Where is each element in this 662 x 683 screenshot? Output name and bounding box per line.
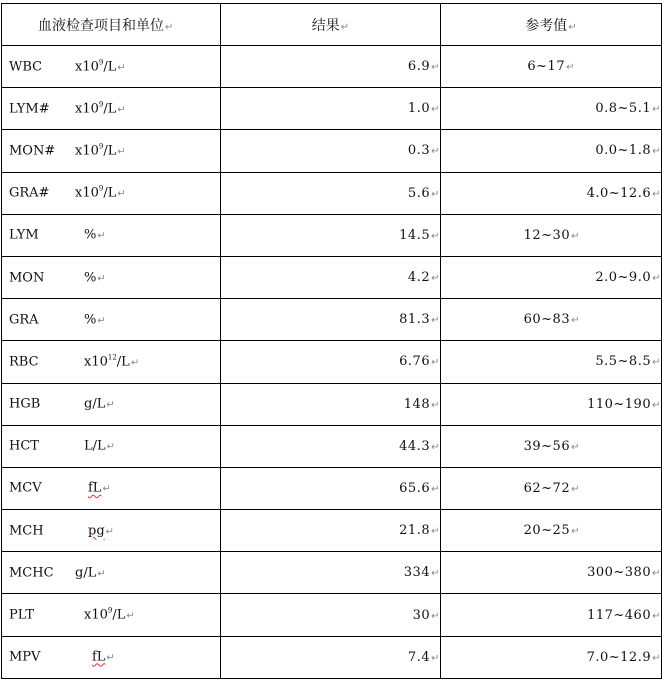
- item-unit: pg↵: [88, 523, 115, 539]
- table-row: [2, 594, 662, 636]
- reference-value: 4.0~12.6↵: [441, 172, 662, 214]
- result-value: 148↵: [221, 383, 441, 425]
- item-code: MCH: [9, 523, 44, 539]
- result-value: 6.9↵: [221, 46, 441, 88]
- result-value: 334↵: [221, 552, 441, 594]
- reference-value: 6~17↵: [441, 46, 662, 88]
- table-row: [2, 383, 662, 425]
- item-code: MON#: [9, 143, 56, 159]
- result-value: 7.4↵: [221, 636, 441, 678]
- item-code: MCHC: [9, 565, 54, 581]
- item-cell: [2, 467, 221, 509]
- blood-test-table: [1, 3, 662, 679]
- table-row: [2, 88, 662, 130]
- item-cell: [2, 46, 221, 88]
- reference-value: 0.0~1.8↵: [441, 130, 662, 172]
- item-code: GRA: [9, 312, 39, 328]
- table-row: [2, 256, 662, 298]
- item-unit: L/L↵: [84, 438, 116, 454]
- header-row: [2, 4, 662, 46]
- result-value: 1.0↵: [221, 88, 441, 130]
- reference-value: 7.0~12.9↵: [441, 636, 662, 678]
- item-cell: [2, 341, 221, 383]
- item-code: PLT: [9, 607, 34, 623]
- item-unit: %↵: [84, 312, 106, 328]
- reference-value: 62~72↵: [441, 467, 662, 509]
- table-row: [2, 172, 662, 214]
- reference-value: 110~190↵: [441, 383, 662, 425]
- item-unit: fL↵: [92, 649, 115, 665]
- item-code: LYM#: [9, 101, 50, 117]
- table-row: [2, 510, 662, 552]
- reference-value: 60~83↵: [441, 299, 662, 341]
- reference-value: 20~25↵: [441, 510, 662, 552]
- item-unit: $x10^9/L↵$: [75, 100, 126, 117]
- reference-value: 2.0~9.0↵: [441, 256, 662, 298]
- reference-value: 5.5~8.5↵: [441, 341, 662, 383]
- item-unit: $x10^{12}/L↵$: [84, 353, 140, 370]
- item-cell: [2, 383, 221, 425]
- item-code: MCV: [9, 480, 42, 496]
- header-reference: 参考值↵: [441, 4, 662, 46]
- item-unit: %↵: [84, 227, 106, 243]
- result-value: 65.6↵: [221, 467, 441, 509]
- item-unit: $x10^9/L↵$: [75, 142, 126, 159]
- table-row: [2, 214, 662, 256]
- item-unit: $x10^9/L↵$: [84, 606, 135, 623]
- table-row: [2, 130, 662, 172]
- item-code: HGB: [9, 396, 41, 412]
- table-row: [2, 636, 662, 678]
- result-value: 4.2↵: [221, 256, 441, 298]
- reference-value: 0.8~5.1↵: [441, 88, 662, 130]
- result-value: 44.3↵: [221, 425, 441, 467]
- result-value: 5.6↵: [221, 172, 441, 214]
- table-row: [2, 299, 662, 341]
- result-value: 30↵: [221, 594, 441, 636]
- item-cell: [2, 299, 221, 341]
- result-value: 21.8↵: [221, 510, 441, 552]
- item-unit: %↵: [84, 270, 106, 286]
- item-cell: [2, 594, 221, 636]
- table-row: [2, 425, 662, 467]
- item-code: MPV: [9, 649, 41, 665]
- item-code: LYM: [9, 227, 39, 243]
- reference-value: 117~460↵: [441, 594, 662, 636]
- item-cell: [2, 552, 221, 594]
- item-unit: $x10^9/L↵$: [75, 58, 126, 75]
- item-unit: g/L↵: [75, 565, 106, 581]
- item-code: HCT: [9, 438, 39, 454]
- item-cell: [2, 130, 221, 172]
- item-unit: $x10^9/L↵$: [75, 184, 126, 201]
- item-cell: [2, 510, 221, 552]
- table-row: [2, 46, 662, 88]
- item-code: WBC: [9, 59, 43, 75]
- reference-value: 39~56↵: [441, 425, 662, 467]
- table-row: [2, 341, 662, 383]
- item-code: RBC: [9, 354, 39, 370]
- table-row: [2, 467, 662, 509]
- item-cell: [2, 214, 221, 256]
- result-value: 81.3↵: [221, 299, 441, 341]
- item-unit: fL↵: [88, 480, 111, 496]
- item-cell: [2, 88, 221, 130]
- result-value: 0.3↵: [221, 130, 441, 172]
- item-code: GRA#: [9, 185, 50, 201]
- result-value: 14.5↵: [221, 214, 441, 256]
- item-cell: [2, 636, 221, 678]
- header-result: 结果↵: [221, 4, 441, 46]
- header-item: 血液检查项目和单位↵: [2, 4, 221, 46]
- item-code: MON: [9, 270, 45, 286]
- table-row: [2, 552, 662, 594]
- reference-value: 12~30↵: [441, 214, 662, 256]
- item-cell: [2, 425, 221, 467]
- result-value: 6.76↵: [221, 341, 441, 383]
- item-cell: [2, 172, 221, 214]
- item-cell: [2, 256, 221, 298]
- reference-value: 300~380↵: [441, 552, 662, 594]
- item-unit: g/L↵: [84, 396, 115, 412]
